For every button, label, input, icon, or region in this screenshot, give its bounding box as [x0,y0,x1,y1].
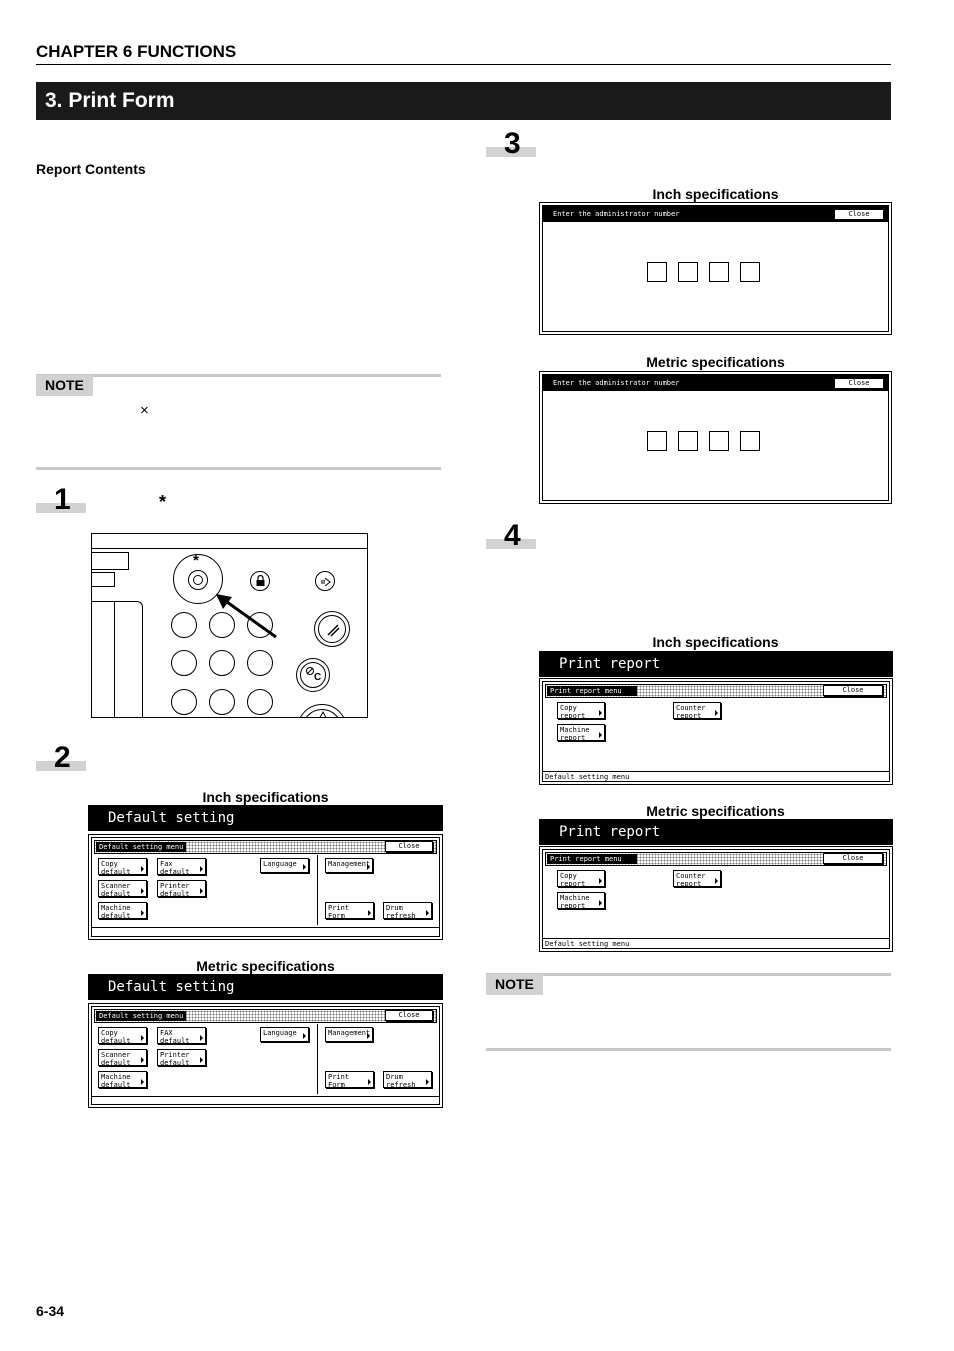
machine-default-button[interactable]: Machine default [98,902,147,919]
numeric-key[interactable] [171,650,197,676]
machine-default-button[interactable]: Machine default [98,1071,147,1088]
panel-side-recess [91,601,143,718]
step-3-number: 3 [504,127,521,160]
star-key-icon: * [193,552,199,569]
section-title: 3. Print Form [36,82,891,120]
print-form-button[interactable]: Print Form [325,902,374,919]
control-panel-illustration [91,533,368,718]
screen-title: Default setting [88,974,443,1000]
step-1-marker [36,483,86,516]
inch-caption: Inch specifications [652,186,779,202]
pointer-arrow [212,589,282,644]
panel-top-line [92,548,368,549]
menu-label: Print report menu [547,854,637,864]
note-rule-top [486,973,891,976]
admin-digit-box[interactable] [740,431,760,451]
metric-caption: Metric specifications [646,354,785,370]
breadcrumb-footer: Default setting menu [543,938,889,949]
reset-key-button[interactable] [314,611,350,647]
numeric-key[interactable] [247,689,273,715]
breadcrumb-footer: Default setting menu [543,771,889,782]
note-label: NOTE [36,375,93,396]
step-1-number: 1 [54,483,71,516]
scanner-default-button[interactable]: Scanner default [98,880,147,897]
button-divider [317,1024,318,1094]
management-button[interactable]: Management [325,858,373,873]
close-button[interactable]: Close [834,209,884,220]
numeric-key[interactable] [209,650,235,676]
printer-default-button[interactable]: Printer default [157,1049,206,1066]
copy-default-button[interactable]: Copy default [98,1027,147,1044]
note-rule-bottom [36,467,441,470]
numeric-key[interactable] [171,689,197,715]
admin-number-screen-inch [539,202,892,335]
footer-line [92,927,439,928]
note-rule-bottom [486,1048,891,1051]
admin-digit-box[interactable] [678,262,698,282]
copy-report-button[interactable]: Copy report [557,702,605,719]
scanner-default-button[interactable]: Scanner default [98,1049,147,1066]
energy-saver-key-button[interactable] [315,571,335,591]
start-key-button[interactable] [297,704,347,718]
numeric-key[interactable] [247,650,273,676]
drum-refresh-button[interactable]: Drum refresh [383,1071,432,1088]
admin-digit-box[interactable] [709,431,729,451]
copy-report-button[interactable]: Copy report [557,870,605,887]
page-number: 6-34 [36,1303,65,1319]
printer-default-button[interactable]: Printer default [157,880,206,897]
metric-caption: Metric specifications [646,803,785,819]
admin-prompt: Enter the administrator number [553,210,680,218]
machine-report-button[interactable]: Machine report [557,724,605,741]
lock-icon [255,575,266,587]
admin-digit-box[interactable] [709,262,729,282]
close-button[interactable]: Close [823,685,883,696]
metric-caption: Metric specifications [196,958,335,974]
fax-default-button[interactable]: Fax default [157,858,206,875]
panel-slot-2 [91,572,115,587]
note-label: NOTE [486,974,543,995]
numeric-key[interactable] [209,689,235,715]
close-button[interactable]: Close [385,1010,433,1021]
screen-title: Default setting [88,805,443,831]
admin-number-screen-metric [539,371,892,504]
step-1-key-symbol: * [159,492,167,512]
panel-recess-line [114,601,115,718]
step-4-marker [486,519,536,552]
close-button[interactable]: Close [823,853,883,864]
print-report-screen-inch [539,651,893,785]
print-form-button[interactable]: Print Form [325,1071,374,1088]
screen-title: Print report [539,651,893,677]
star-key-button[interactable] [188,570,208,590]
default-setting-screen-metric [88,974,443,1108]
panel-slot-1 [91,552,129,570]
step-2-marker [36,741,86,774]
step-4-number: 4 [504,519,521,552]
inch-caption: Inch specifications [202,789,329,805]
start-icon [315,711,331,718]
menu-label: Default setting menu [96,842,186,852]
inch-caption: Inch specifications [652,634,779,650]
counter-report-button[interactable]: Counter report [673,702,721,719]
lock-key-button[interactable] [250,571,270,591]
admin-digit-box[interactable] [678,431,698,451]
admin-digit-box[interactable] [740,262,760,282]
menu-label: Print report menu [547,686,637,696]
default-setting-screen-inch [88,805,443,940]
fax-default-button[interactable]: FAX default [157,1027,206,1044]
chapter-heading: CHAPTER 6 FUNCTIONS [36,42,237,61]
clear-key-label: C [314,672,322,683]
admin-digit-box[interactable] [647,262,667,282]
language-button[interactable]: Language [260,858,309,873]
close-button[interactable]: Close [834,378,884,389]
copy-default-button[interactable]: Copy default [98,858,147,875]
numeric-key[interactable] [171,612,197,638]
footer-line [92,1096,439,1097]
multiply-symbol: × [140,402,149,419]
print-report-screen-metric [539,819,893,952]
admin-prompt: Enter the administrator number [553,379,680,387]
reset-icon [325,622,341,638]
counter-report-button[interactable]: Counter report [673,870,721,887]
drum-refresh-button[interactable]: Drum refresh [383,902,432,919]
machine-report-button[interactable]: Machine report [557,892,605,909]
button-divider [317,855,318,925]
management-button[interactable]: Management [325,1027,373,1042]
admin-digit-box[interactable] [647,431,667,451]
step-3-marker [486,127,536,160]
language-button[interactable]: Language [260,1027,309,1042]
menu-label: Default setting menu [96,1011,186,1021]
screen-title: Print report [539,819,893,845]
step-2-number: 2 [54,741,71,774]
stop-clear-key-button[interactable] [296,658,330,692]
note-rule-top [36,374,441,377]
energy-saver-icon [319,575,333,588]
report-contents-heading: Report Contents [36,161,146,177]
chapter-rule [36,64,891,65]
close-button[interactable]: Close [385,841,433,852]
